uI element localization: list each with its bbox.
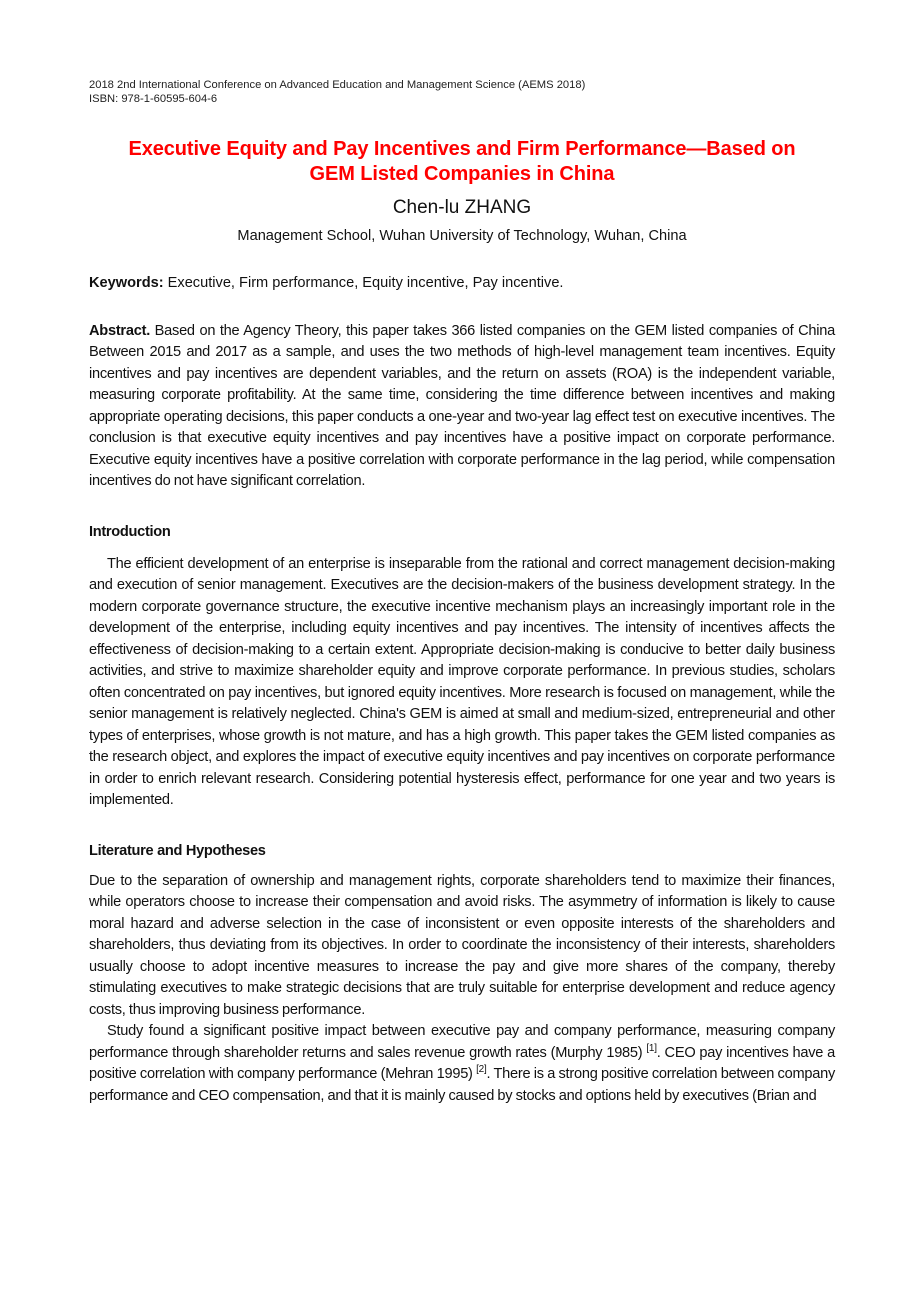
section-heading-introduction: Introduction <box>89 523 171 540</box>
paragraph-text: . CEO pay incentives have a positive correlation with company performance (Mehran 1995) <box>89 1044 835 1082</box>
keywords-label: Keywords: <box>89 275 164 291</box>
paragraph-text: . There is a strong positive correlation between company performance and CEO compensation, and that it is mainly caused by stocks and options held by executives (Brian and <box>89 1066 836 1104</box>
section-heading-literature: Literature and Hypotheses <box>89 842 266 859</box>
title-line-2: GEM Listed Companies in China <box>309 163 615 185</box>
abstract <box>89 321 835 493</box>
keywords <box>89 273 835 295</box>
author-affiliation: Management School, Wuhan University of Technology, Wuhan, China <box>237 228 687 244</box>
abstract-text: Based on the Agency Theory, this paper takes 366 listed companies on the GEM listed companies of China Between 2015 and 2017 as a sample, and uses the two methods of high-level management team incentives. Equity incentives and pay incentives are dependent variables, and the return on assets (ROA) is the independent variable, measuring corporate profitability. At the same time, considering the time difference between incentives and making appropriate operating decisions, this paper conducts a one-year and two-year lag effect test on executive incentives. The conclusion is that executive equity incentives and pay incentives have a positive impact on corporate performance. Executive equity incentives have a positive correlation with corporate performance in the lag period, while compensation incentives do not have significant correlation. <box>89 322 835 489</box>
title-line-1: Executive Equity and Pay Incentives and Firm Performance—Based on <box>128 138 796 160</box>
literature-paragraph-2 <box>89 1021 835 1107</box>
conference-header <box>89 78 835 106</box>
author-name: Chen-lu ZHANG <box>392 197 532 218</box>
conference-name: 2018 2nd International Conference on Advanced Education and Management Science (AEMS 2018) <box>89 79 586 91</box>
paragraph-text: Study found a significant positive impact between executive pay and company performance, measuring company performance through shareholder returns and sales revenue growth rates (Murphy 1985) <box>89 1023 835 1061</box>
citation-2: [2] <box>476 1064 487 1075</box>
literature-paragraph-1: Due to the separation of ownership and management rights, corporate shareholders tend to maximize their finances, while operators choose to increase their compensation and avoid risks. The asymmetry of information is likely to cause moral hazard and adverse selection in the case of inconsistent or even opposite interests of the shareholders and shareholders, thus deviating from its objectives. In order to coordinate the inconsistency of their interests, shareholders usually choose to adopt incentive measures to increase the pay and give more shares of the company, thereby stimulating executives to make strategic decisions that are truly suitable for enterprise development and reduce agency costs, thus improving business performance. <box>89 872 835 1018</box>
keywords-text: Executive, Firm performance, Equity incentive, Pay incentive. <box>163 275 564 291</box>
isbn: ISBN: 978-1-60595-604-6 <box>89 93 218 105</box>
abstract-label: Abstract. <box>89 322 151 339</box>
paper-page <box>89 78 835 1107</box>
citation-1: [1] <box>646 1042 657 1054</box>
paper-title <box>89 137 835 187</box>
introduction-paragraph: The efficient development of an enterprise is inseparable from the rational and correct management decision-making and execution of senior management. Executives are the decision-makers of the business development strategy. In the modern corporate governance structure, the executive incentive mechanism plays an increasingly important role in the development of the enterprise, including equity incentives and pay incentives. The intensity of incentives affects the effectiveness of decision-making to a certain extent. Appropriate decision-making is conducive to better daily business activities, and strive to maximize shareholder equity and improve corporate performance. In previous studies, scholars often concentrated on pay incentives, but ignored equity incentives. More research is focused on management, while the senior management is relatively neglected. China's GEM is aimed at small and medium-sized, entrepreneurial and other types of enterprises, whose growth is not mature, and has a high growth. This paper takes the GEM listed companies as the research object, and explores the impact of executive equity incentives and pay incentives on corporate performance in order to enrich relevant research. Considering potential hysteresis effect, performance for one year and two years is implemented. <box>89 555 835 808</box>
